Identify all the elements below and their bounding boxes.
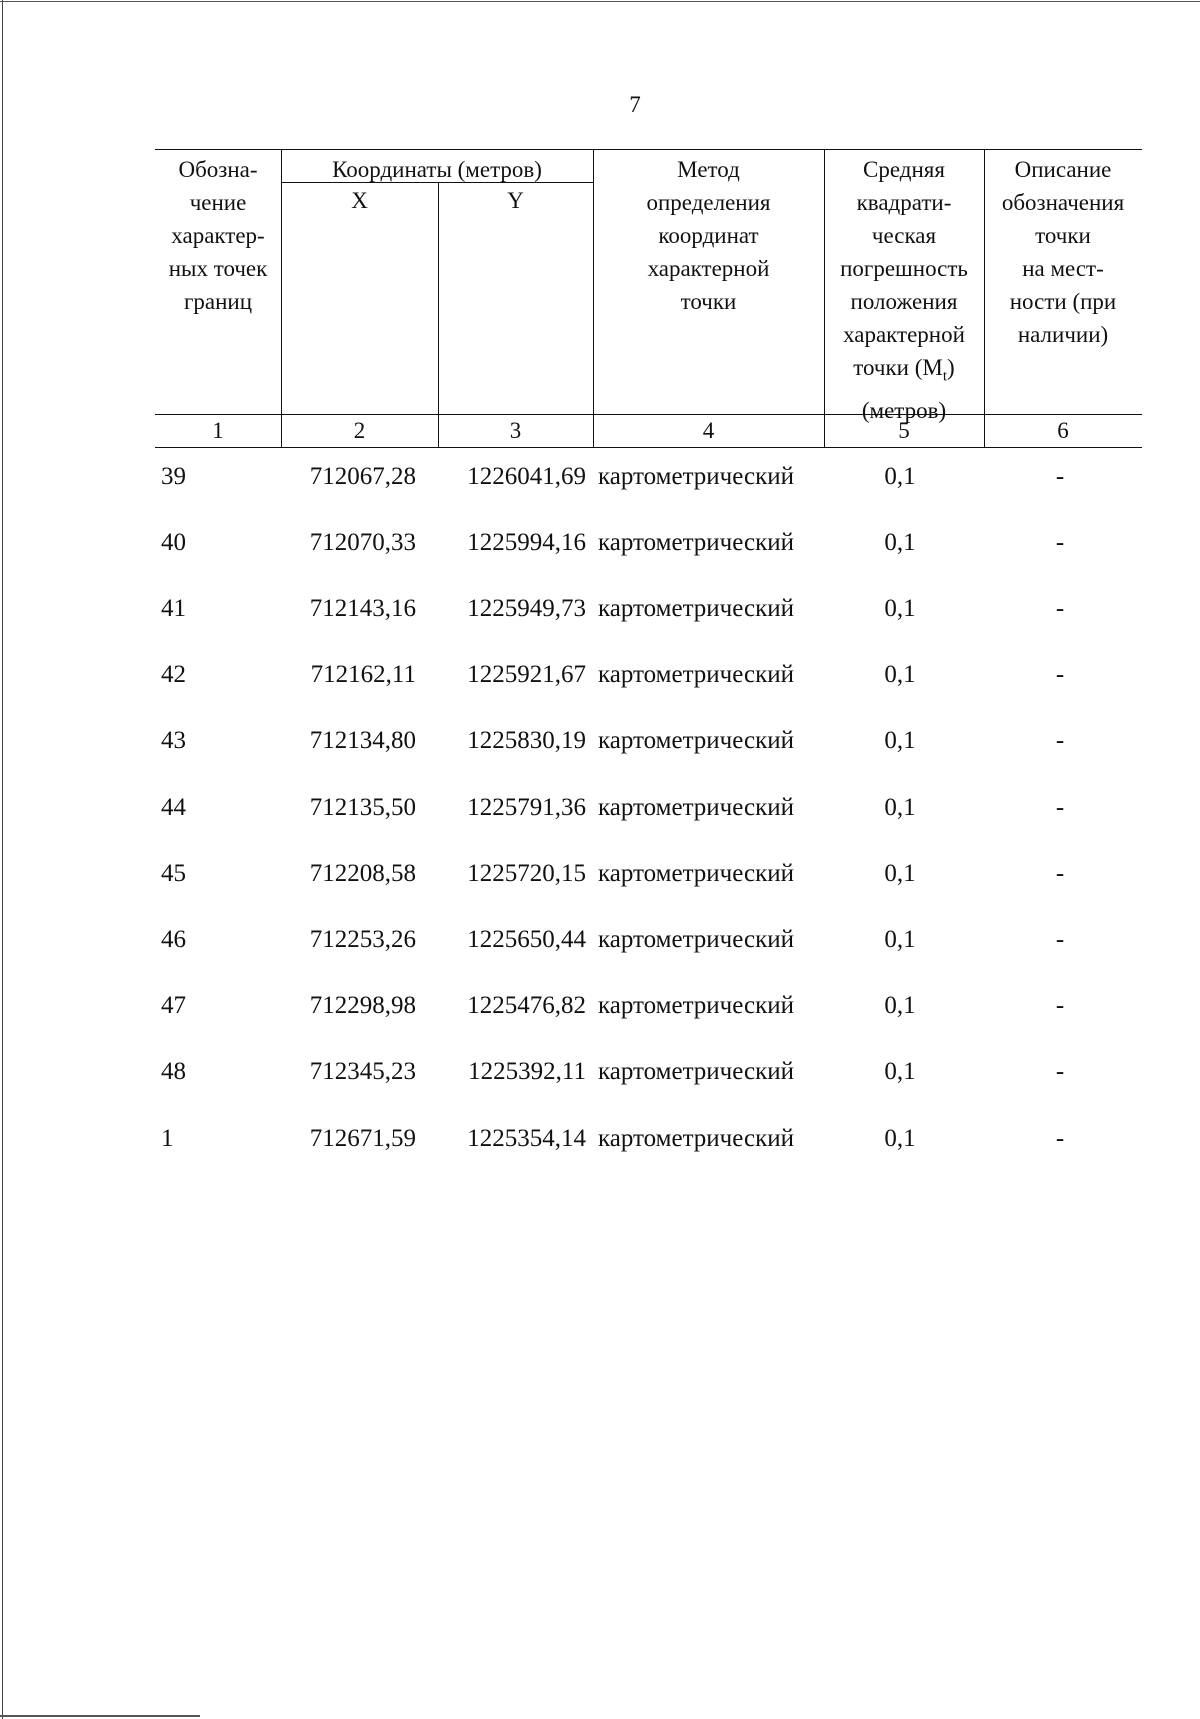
- table-row: [0, 529, 1200, 569]
- header-error: Средняя квадрати- ческая погрешность положения характерной точки $(M_t)$ (метров): [824, 153, 984, 427]
- point-id: 46: [161, 926, 186, 953]
- coord-y: 1225830,19: [467, 727, 586, 754]
- table-row: [0, 1125, 1200, 1165]
- description: -: [1055, 463, 1065, 490]
- method: картометрический: [598, 463, 794, 490]
- page-number: 7: [629, 92, 641, 117]
- coord-x: 712135,50: [309, 794, 416, 821]
- description: -: [1055, 860, 1065, 887]
- point-id: 43: [161, 727, 186, 754]
- method: картометрический: [598, 926, 794, 953]
- header-description: Описание обозначения точки на мест- ности (при наличии): [1001, 157, 1125, 347]
- table-row: [0, 926, 1200, 966]
- table-row: [0, 1058, 1200, 1098]
- error: 0,1: [884, 794, 916, 821]
- description: -: [1055, 926, 1065, 953]
- coord-x: 712298,98: [309, 992, 416, 1019]
- error: 0,1: [884, 661, 916, 688]
- coord-y: 1225791,36: [467, 794, 586, 821]
- coord-x: 712070,33: [309, 529, 416, 556]
- coord-y: 1225994,16: [467, 529, 586, 556]
- description: -: [1055, 1125, 1065, 1152]
- column-number-3: 3: [509, 418, 522, 443]
- column-number-6: 6: [1057, 418, 1069, 443]
- coord-y: 1225720,15: [467, 860, 586, 887]
- error: 0,1: [884, 1125, 916, 1152]
- table-row: [0, 727, 1200, 767]
- column-numbers-bottom-border: [155, 447, 1142, 448]
- table-row: [0, 860, 1200, 900]
- point-id: 48: [161, 1058, 186, 1085]
- coord-x: 712253,26: [309, 926, 416, 953]
- table-row: [0, 463, 1200, 503]
- coord-x: 712671,59: [309, 1125, 416, 1152]
- method: картометрический: [598, 1125, 794, 1152]
- coord-x: 712208,58: [309, 860, 416, 887]
- method: картометрический: [598, 992, 794, 1019]
- table-row: [0, 794, 1200, 834]
- table-top-border: [155, 149, 1142, 150]
- point-id: 1: [161, 1125, 174, 1152]
- description: -: [1055, 595, 1065, 622]
- point-id: 45: [161, 860, 186, 887]
- point-id: 47: [161, 992, 186, 1019]
- header-x: X: [351, 188, 368, 213]
- error: 0,1: [884, 1058, 916, 1085]
- method: картометрический: [598, 595, 794, 622]
- header-designation: Обозна- чение характер- ных точек границ: [168, 157, 268, 314]
- header-y: Y: [507, 188, 524, 213]
- point-id: 42: [161, 661, 186, 688]
- method: картометрический: [598, 727, 794, 754]
- col-divider-2: [438, 182, 439, 447]
- error: 0,1: [884, 926, 916, 953]
- description: -: [1055, 794, 1065, 821]
- point-id: 40: [161, 529, 186, 556]
- error: 0,1: [884, 463, 916, 490]
- coord-y: 1225650,44: [467, 926, 586, 953]
- table-row: [0, 661, 1200, 701]
- method: картометрический: [598, 860, 794, 887]
- header-method: Метод определения координат характерной точки: [646, 157, 771, 314]
- coord-x: 712134,80: [309, 727, 416, 754]
- column-number-5: 5: [898, 418, 910, 443]
- error: 0,1: [884, 860, 916, 887]
- description: -: [1055, 661, 1065, 688]
- method: картометрический: [598, 661, 794, 688]
- column-number-1: 1: [212, 418, 224, 443]
- error: 0,1: [884, 529, 916, 556]
- description: -: [1055, 1058, 1065, 1085]
- point-id: 39: [161, 463, 186, 490]
- description: -: [1055, 727, 1065, 754]
- column-number-4: 4: [702, 418, 715, 443]
- coord-y: 1225354,14: [467, 1125, 586, 1152]
- method: картометрический: [598, 529, 794, 556]
- coord-x: 712345,23: [309, 1058, 416, 1085]
- coord-y: 1226041,69: [467, 463, 586, 490]
- scan-edge-top: [0, 1, 1200, 2]
- error: 0,1: [884, 595, 916, 622]
- coord-x: 712143,16: [309, 595, 416, 622]
- column-number-2: 2: [353, 418, 366, 443]
- header-coordinates: Координаты (метров): [332, 157, 542, 182]
- method: картометрический: [598, 1058, 794, 1085]
- coord-y: 1225949,73: [467, 595, 586, 622]
- description: -: [1055, 529, 1065, 556]
- table-row: [0, 992, 1200, 1032]
- coord-x: 712162,11: [310, 661, 416, 688]
- error: 0,1: [884, 727, 916, 754]
- header-bottom-border: [155, 414, 1142, 415]
- scan-edge-bottom: [0, 1715, 200, 1717]
- coord-y: 1225476,82: [467, 992, 586, 1019]
- method: картометрический: [598, 794, 794, 821]
- coord-y: 1225392,11: [468, 1058, 586, 1085]
- error: 0,1: [884, 992, 916, 1019]
- point-id: 44: [161, 794, 186, 821]
- point-id: 41: [161, 595, 186, 622]
- coord-y: 1225921,67: [467, 661, 586, 688]
- description: -: [1055, 992, 1065, 1019]
- table-row: [0, 595, 1200, 635]
- error-symbol-line: точки $(M_t)$: [853, 355, 955, 385]
- coord-x: 712067,28: [309, 463, 416, 490]
